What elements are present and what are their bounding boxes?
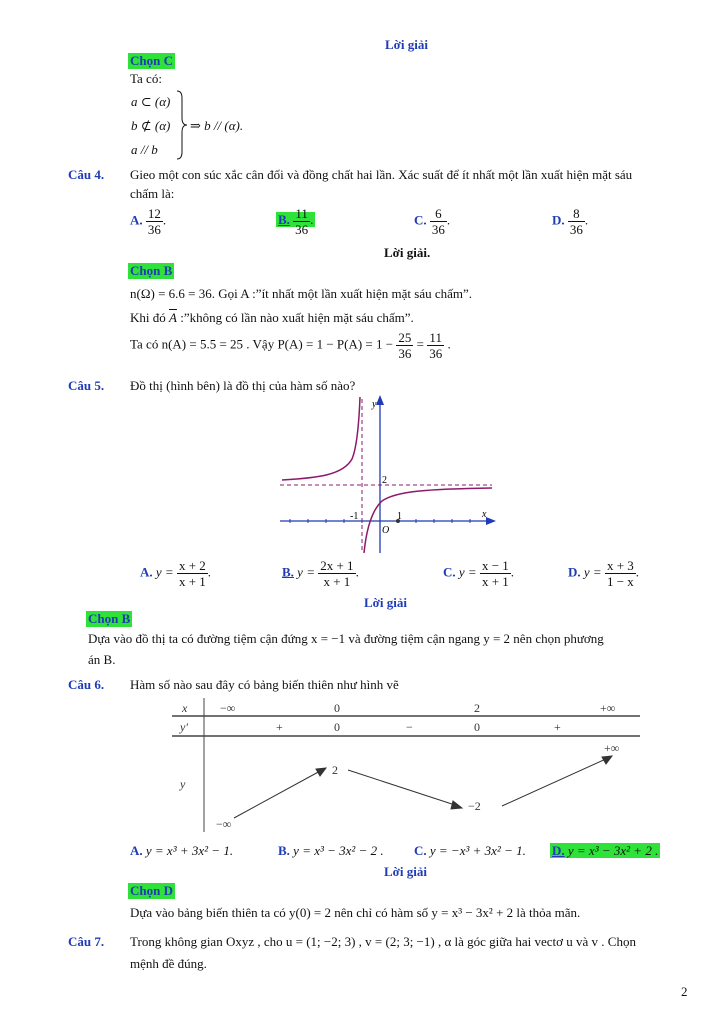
q5-option-c-den: x + 1: [481, 574, 509, 589]
q6-option-b[interactable]: [278, 843, 384, 859]
q4-sol-line3-end: .: [444, 336, 451, 352]
q6-arrow-up-2: [502, 758, 608, 806]
q6-sign-1: 0: [334, 720, 340, 734]
q3-result: ⇒ b // (α).: [190, 118, 244, 133]
q5-text: Đồ thị (hình bên) là đồ thị của hàm số nào?: [130, 378, 356, 393]
q4-option-c[interactable]: C. $\frac{6}{36}$ .: [414, 206, 451, 237]
q6-option-c-label: C.: [414, 843, 427, 858]
q4-option-d-den: 36: [569, 222, 583, 237]
q6-x-val-2: 2: [474, 701, 480, 715]
q6-option-d-label: D.: [552, 843, 565, 858]
q3-solution-title: Lời giải: [385, 37, 428, 52]
q4-sol-line3-eq: =: [413, 336, 428, 352]
q4-text-line1: Gieo một con súc xắc cân đối và đồng chất hai lần. Xác suất để ít nhất một lần xuất hiện mặt sáu: [130, 167, 633, 182]
q3-answer-badge: Chọn C: [130, 53, 173, 68]
q4-option-a-num: 12: [147, 206, 161, 221]
q5-answer-badge: Chọn B: [88, 611, 131, 626]
q4-option-a-den: 36: [147, 222, 161, 237]
q4-sol-line2-post: :”không có lần nào xuất hiện mặt sáu chấm”.: [176, 310, 414, 325]
q3-line1: a ⊂ (α): [131, 94, 171, 109]
q4-sol-line3: [130, 330, 451, 361]
q5-option-d-den: 1 − x: [606, 574, 634, 589]
q5-sol-line2: án B.: [88, 652, 116, 667]
q6-x-val-0: −∞: [220, 701, 236, 715]
q5-y-arrow-icon: [376, 395, 384, 405]
q7-text-line2: mệnh đề đúng.: [130, 956, 207, 971]
q4-sol-line3-den2: 36: [429, 346, 443, 361]
q5-option-a-pre: y =: [155, 564, 177, 580]
q5-sol-line1: Dựa vào đồ thị ta có đường tiệm cận đứng x = −1 và đường tiệm cận ngang y = 2 nên chọn phương: [88, 631, 604, 646]
q4-solution-title: Lời giải.: [384, 245, 431, 260]
q7-label: Câu 7.: [68, 934, 105, 949]
q4-option-c-den: 36: [431, 222, 445, 237]
q4-sol-line3-pre: Ta có n(A) = 5.5 = 25 . Vậy P(A) = 1 − P(A) = 1 −: [130, 336, 397, 352]
q4-option-b[interactable]: B. $\frac{11}{36}$ .: [278, 206, 314, 237]
q4-option-a-label: A.: [130, 212, 143, 228]
q6-option-b-text: y = x³ − 3x² − 2 .: [293, 843, 384, 858]
q5-label-2: 2: [382, 475, 387, 486]
q4-option-b-den: 36: [295, 222, 309, 237]
q6-arrow-up-2-head-icon: [602, 756, 612, 764]
q4-sol-line2: [130, 310, 414, 326]
q5-option-b-num: 2x + 1: [320, 558, 354, 573]
q7-text-line1: Trong không gian Oxyz , cho u = (1; −2; 3) , v = (2; 3; −1) , α là góc giữa hai vectơ u và v . Chọn: [130, 934, 636, 949]
q6-sol-line: Dựa vào bảng biến thiên ta có y(0) = 2 nên chỉ có hàm số y = x³ − 3x² + 2 là thỏa mãn.: [130, 905, 581, 920]
q6-arrow-up-1: [234, 770, 322, 818]
q6-x-val-3: +∞: [600, 701, 616, 715]
q6-arrow-down: [348, 770, 458, 806]
q6-variation-table: [172, 698, 642, 834]
q4-option-b-num: 11: [293, 206, 310, 222]
q6-option-d-text: y = x³ − 3x² + 2 .: [567, 843, 659, 858]
q5-label-origin: O: [382, 525, 390, 536]
q4-text-line2: chấm là:: [130, 186, 175, 201]
q6-option-a-text: y = x³ + 3x² − 1.: [145, 843, 234, 858]
q5-label: Câu 5.: [68, 378, 105, 393]
q4-answer-badge: Chọn B: [130, 263, 173, 278]
q4-sol-line3-num2: 11: [427, 330, 444, 346]
q5-option-d-num: x + 3: [606, 558, 634, 573]
q5-option-a[interactable]: A. y = $\frac{x + 2}{x + 1}$ .: [140, 558, 212, 589]
q5-x-arrow-icon: [486, 517, 496, 525]
q5-option-a-den: x + 1: [178, 574, 206, 589]
q3-line3: a // b: [131, 142, 158, 157]
q4-option-d-label: D.: [552, 212, 565, 228]
q6-answer-badge: Chọn D: [130, 883, 173, 898]
q6-text: Hàm số nào sau đây có bảng biến thiên như hình vẽ: [130, 677, 399, 692]
q6-option-a[interactable]: [130, 843, 233, 859]
q6-sign-3: 0: [474, 720, 480, 734]
q6-x-val-1: 0: [334, 701, 340, 715]
q5-option-d-pre: y =: [583, 564, 605, 580]
q6-arrow-up-1-head-icon: [316, 768, 326, 776]
q5-label-1: 1: [397, 511, 402, 522]
q6-row-yprime: y′: [180, 720, 188, 734]
q6-y-val-1: 2: [332, 763, 338, 777]
q5-graph: [278, 393, 500, 558]
q6-row-x: x: [182, 701, 188, 715]
q5-option-c[interactable]: C. y = $\frac{x - 1}{x + 1}$ .: [443, 558, 515, 589]
q5-curve-left: [282, 397, 360, 480]
q5-option-a-label: A.: [140, 564, 153, 580]
q4-option-d-num: 8: [568, 206, 585, 222]
q5-option-b-label: B.: [282, 564, 294, 580]
q4-sol-line3-den1: 36: [398, 346, 412, 361]
q6-solution-title: Lời giải: [384, 864, 427, 879]
q6-sign-4: +: [554, 720, 561, 734]
q6-y-val-3: +∞: [604, 741, 620, 755]
q5-option-a-num: x + 2: [178, 558, 206, 573]
q6-label: Câu 6.: [68, 677, 105, 692]
q4-sol-line3-num1: 25: [398, 330, 412, 345]
q3-ta-co: Ta có:: [130, 71, 162, 86]
q6-option-c-text: y = −x³ + 3x² − 1.: [429, 843, 526, 858]
q3-line2: b ⊄ (α): [131, 118, 171, 133]
q5-label-y: y: [372, 399, 377, 410]
q6-y-val-0: −∞: [216, 817, 232, 831]
q6-sign-0: +: [276, 720, 283, 734]
q5-option-d-label: D.: [568, 564, 581, 580]
q5-option-d[interactable]: D. y = $\frac{x + 3}{1 - x}$ .: [568, 558, 640, 589]
q6-sign-2: −: [406, 720, 413, 734]
q6-option-b-label: B.: [278, 843, 290, 858]
q5-option-c-label: C.: [443, 564, 456, 580]
q5-label-minus1: -1: [350, 511, 359, 522]
q5-option-b-den: x + 1: [323, 574, 351, 589]
q4-option-b-label: B.: [278, 212, 290, 228]
q6-y-val-2: −2: [468, 799, 481, 813]
q5-solution-title: Lời giải: [364, 595, 407, 610]
q6-row-y: y: [180, 777, 186, 791]
q4-sol-line2-event: $\overline{A}$: [169, 310, 177, 325]
page-number: 2: [681, 984, 688, 999]
q4-sol-line1: n(Ω) = 6.6 = 36. Gọi A :”ít nhất một lần xuất hiện mặt sáu chấm”.: [130, 286, 473, 301]
q5-option-c-num: x − 1: [481, 558, 509, 573]
q5-option-b-pre: y =: [297, 564, 319, 580]
q5-option-c-pre: y =: [458, 564, 480, 580]
q6-option-c[interactable]: [414, 843, 526, 859]
q5-label-x: x: [482, 509, 487, 520]
q4-option-c-num: 6: [430, 206, 447, 222]
q4-sol-line2-pre: Khi đó: [130, 310, 169, 325]
q4-label: Câu 4.: [68, 167, 105, 182]
q3-brace: [176, 90, 188, 160]
q6-arrow-down-head-icon: [451, 801, 462, 809]
q4-option-a[interactable]: A. $\frac{12}{36}$ .: [130, 206, 167, 237]
q4-option-d[interactable]: D. $\frac{8}{36}$ .: [552, 206, 589, 237]
q6-option-a-label: A.: [130, 843, 143, 858]
q6-option-d[interactable]: [550, 843, 660, 859]
q4-option-c-label: C.: [414, 212, 427, 228]
q5-option-b[interactable]: B. y = $\frac{2x + 1}{x + 1}$ .: [282, 558, 359, 589]
